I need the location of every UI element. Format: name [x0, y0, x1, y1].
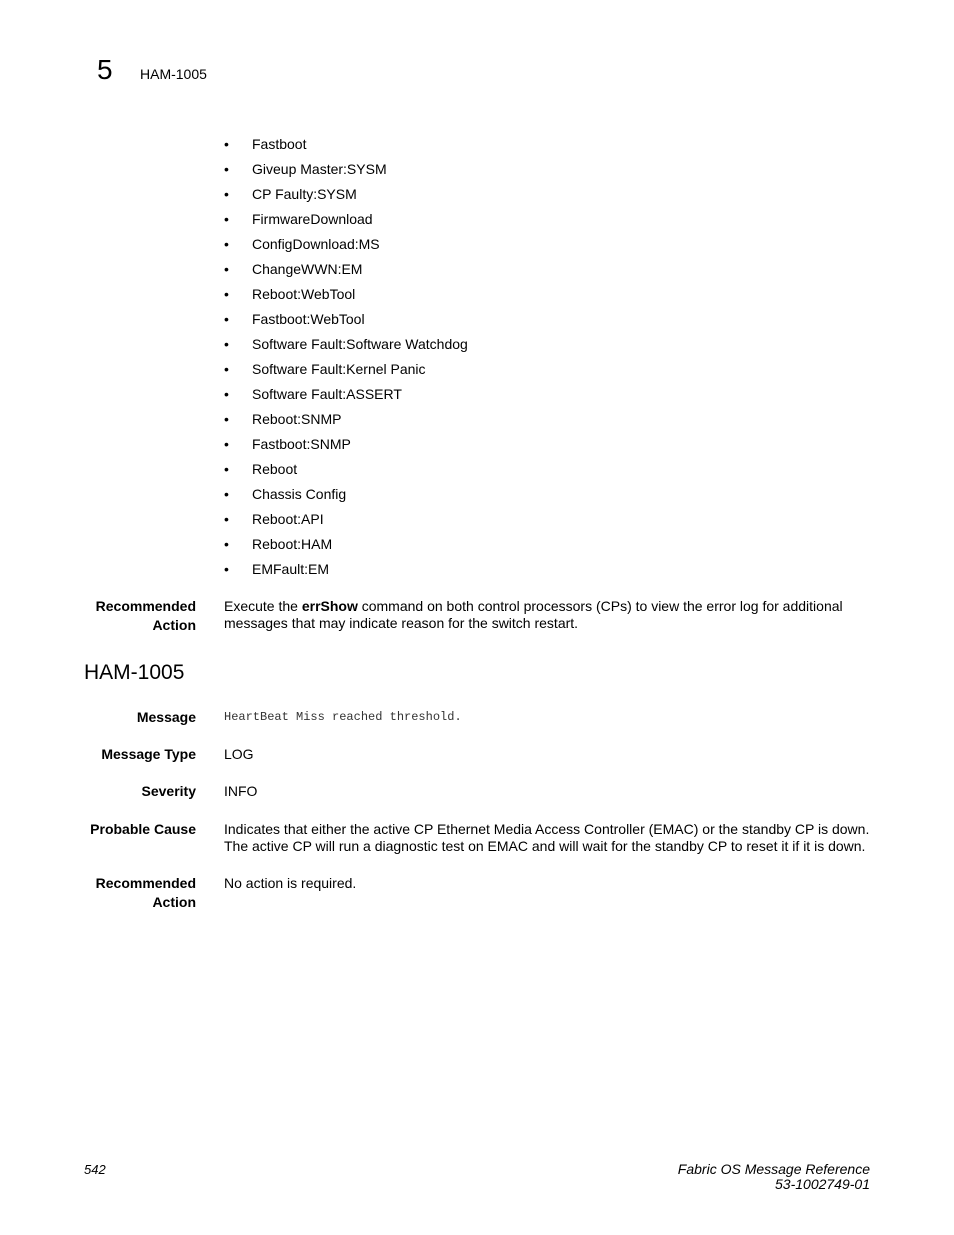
bullet-text: Reboot:SNMP	[252, 411, 342, 427]
message-label: Message	[136, 709, 196, 725]
bullet-text: ConfigDownload:MS	[252, 236, 380, 252]
bullet-icon: •	[224, 436, 229, 452]
bullet-icon: •	[224, 211, 229, 227]
bullet-text: Fastboot:SNMP	[252, 436, 351, 452]
bullet-icon: •	[224, 136, 229, 152]
bullet-text: Software Fault:Software Watchdog	[252, 336, 468, 352]
bullet-icon: •	[224, 336, 229, 352]
message-text: HeartBeat Miss reached threshold.	[224, 710, 462, 724]
message-type-label: Message Type	[101, 746, 196, 762]
recommended-action-text: No action is required.	[224, 875, 357, 891]
bullet-text: FirmwareDownload	[252, 211, 373, 227]
bullet-text: Software Fault:ASSERT	[252, 386, 402, 402]
message-type-value: LOG	[224, 746, 254, 762]
bullet-icon: •	[224, 186, 229, 202]
bullet-text: CP Faulty:SYSM	[252, 186, 357, 202]
bullet-text: Reboot	[252, 461, 298, 477]
bullet-icon: •	[224, 386, 229, 402]
bullet-text: Fastboot:WebTool	[252, 311, 365, 327]
bullet-icon: •	[224, 236, 229, 252]
section-title: HAM-1005	[84, 661, 185, 684]
bullet-icon: •	[224, 411, 229, 427]
bullet-icon: •	[224, 486, 229, 502]
bullet-icon: •	[224, 261, 229, 277]
doc-title: Fabric OS Message Reference	[677, 1161, 870, 1177]
footer-doc-info	[678, 1162, 870, 1192]
recommended-action-label: Recommended Action	[95, 875, 196, 910]
severity-label: Severity	[141, 783, 196, 799]
bullet-icon: •	[224, 161, 229, 177]
bullet-icon: •	[224, 536, 229, 552]
doc-number: 53-1002749-01	[775, 1176, 870, 1192]
bullet-icon: •	[224, 361, 229, 377]
page-number: 542	[84, 1162, 106, 1177]
bullet-text: Chassis Config	[252, 486, 347, 502]
severity-value: INFO	[224, 783, 258, 799]
bullet-text: Fastboot	[252, 136, 307, 152]
bullet-icon: •	[224, 286, 229, 302]
bullet-icon: •	[224, 561, 229, 577]
bullet-text: Software Fault:Kernel Panic	[252, 361, 426, 377]
bullet-text: Reboot:HAM	[252, 536, 333, 552]
chapter-number: 5	[97, 54, 113, 85]
probable-cause-label: Probable Cause	[90, 821, 196, 837]
prev-recommended-action-text: Execute the errShow command on both control processors (CPs) to view the error log for additional messages that may indicate reason for the switch restart.	[224, 598, 843, 631]
errshow-command: errShow	[301, 598, 358, 614]
probable-cause-text: Indicates that either the active CP Ethernet Media Access Controller (EMAC) or the standby CP is down. The active CP will run a diagnostic test on EMAC and will wait for the standby CP to reset it if it is down.	[224, 821, 870, 854]
running-header-title: HAM-1005	[140, 66, 207, 82]
bullet-icon: •	[224, 511, 229, 527]
bullet-text: ChangeWWN:EM	[252, 261, 363, 277]
bullet-text: EMFault:EM	[252, 561, 330, 577]
bullet-text: Reboot:WebTool	[252, 286, 356, 302]
bullet-icon: •	[224, 311, 229, 327]
bullet-text: Giveup Master:SYSM	[252, 161, 387, 177]
bullet-icon: •	[224, 461, 229, 477]
prev-recommended-action-label: Recommended Action	[95, 598, 196, 633]
bullet-text: Reboot:API	[252, 511, 324, 527]
